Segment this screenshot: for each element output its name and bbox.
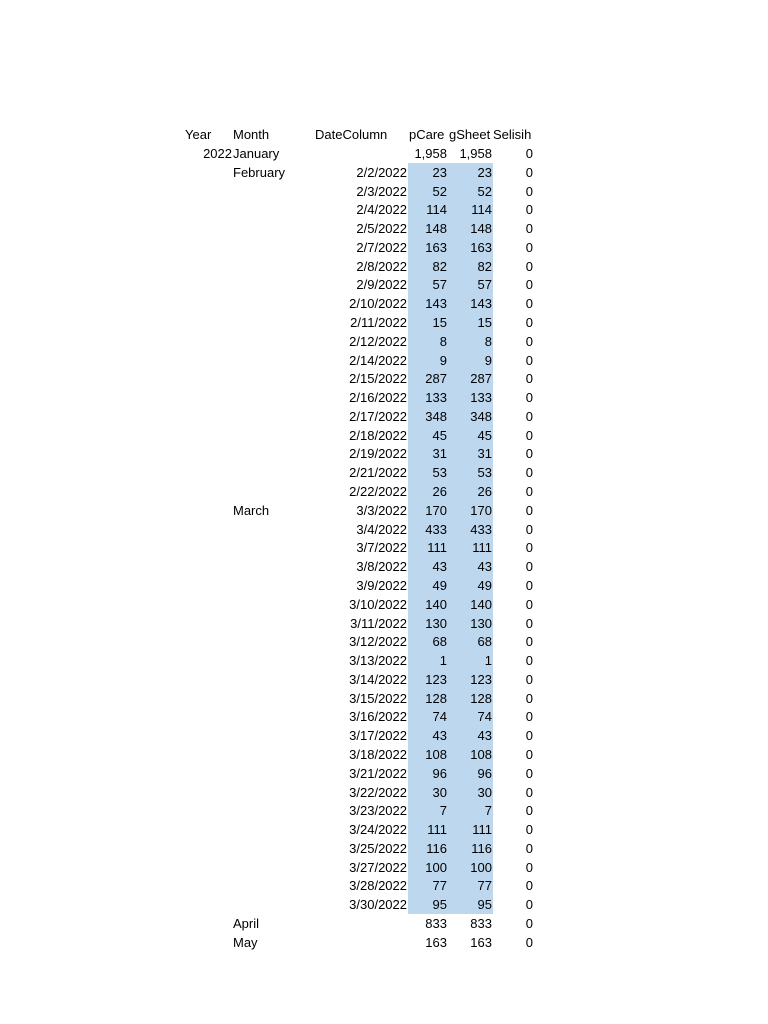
cell-month bbox=[233, 745, 313, 764]
cell-year bbox=[185, 783, 232, 802]
header-date-column: DateColumn bbox=[315, 127, 388, 142]
cell-pcare: 111 bbox=[427, 822, 447, 838]
cell-pcare: 100 bbox=[425, 859, 447, 875]
cell-date: 3/30/2022 bbox=[349, 897, 407, 913]
cell-pcare: 52 bbox=[432, 183, 447, 199]
cell-selisih: 0 bbox=[525, 615, 533, 631]
cell-gsheet: 170 bbox=[470, 502, 492, 518]
header-year: Year bbox=[185, 127, 212, 142]
cell-selisih: 0 bbox=[525, 521, 533, 537]
cell-date: 3/14/2022 bbox=[349, 671, 407, 687]
cell-pcare: 108 bbox=[425, 746, 447, 762]
cell-date: 2/14/2022 bbox=[349, 352, 407, 368]
cell-pcare: 133 bbox=[425, 390, 447, 406]
cell-month bbox=[233, 182, 313, 201]
cell-date: 3/8/2022 bbox=[356, 559, 407, 575]
cell-selisih: 0 bbox=[525, 577, 533, 593]
cell-gsheet: 287 bbox=[470, 371, 492, 387]
cell-date: 2/5/2022 bbox=[356, 221, 407, 237]
cell-year bbox=[185, 182, 232, 201]
cell-month bbox=[233, 576, 313, 595]
cell-gsheet: 133 bbox=[470, 390, 492, 406]
cell-gsheet: 111 bbox=[472, 540, 492, 556]
cell-date: 2/16/2022 bbox=[349, 390, 407, 406]
cell-selisih: 0 bbox=[525, 427, 533, 443]
cell-selisih: 0 bbox=[525, 878, 533, 894]
cell-pcare: 128 bbox=[425, 690, 447, 706]
cell-month bbox=[233, 294, 313, 313]
cell-month bbox=[233, 426, 313, 445]
cell-pcare: 77 bbox=[432, 878, 447, 894]
cell-date: 3/22/2022 bbox=[349, 784, 407, 800]
cell-date: 2/9/2022 bbox=[356, 277, 407, 293]
cell-year bbox=[185, 651, 232, 670]
cell-gsheet: 30 bbox=[477, 784, 492, 800]
cell-date bbox=[313, 933, 407, 952]
cell-selisih: 0 bbox=[525, 408, 533, 424]
cell-pcare: 43 bbox=[432, 559, 447, 575]
cell-gsheet: 100 bbox=[470, 859, 492, 875]
cell-selisih: 0 bbox=[525, 803, 533, 819]
cell-selisih: 0 bbox=[525, 465, 533, 481]
cell-year bbox=[185, 614, 232, 633]
cell-month: January bbox=[233, 146, 280, 161]
cell-pcare: 43 bbox=[432, 728, 447, 744]
cell-selisih: 0 bbox=[525, 690, 533, 706]
cell-pcare: 140 bbox=[425, 596, 447, 612]
cell-year bbox=[185, 463, 232, 482]
cell-gsheet: 57 bbox=[477, 277, 492, 293]
cell-year bbox=[185, 689, 232, 708]
cell-year bbox=[185, 369, 232, 388]
cell-pcare: 53 bbox=[432, 465, 447, 481]
cell-date: 3/18/2022 bbox=[349, 746, 407, 762]
cell-pcare: 163 bbox=[425, 934, 447, 950]
cell-gsheet: 108 bbox=[470, 746, 492, 762]
cell-selisih: 0 bbox=[525, 746, 533, 762]
cell-pcare: 1,958 bbox=[414, 146, 447, 161]
cell-gsheet: 43 bbox=[477, 728, 492, 744]
header-gsheet: gSheet bbox=[449, 127, 491, 142]
cell-pcare: 123 bbox=[425, 671, 447, 687]
cell-pcare: 433 bbox=[425, 521, 447, 537]
cell-selisih: 0 bbox=[525, 709, 533, 725]
cell-selisih: 0 bbox=[525, 258, 533, 274]
cell-month bbox=[233, 538, 313, 557]
cell-year bbox=[185, 670, 232, 689]
cell-date: 2/11/2022 bbox=[350, 315, 407, 331]
cell-selisih: 0 bbox=[525, 671, 533, 687]
cell-month bbox=[233, 257, 313, 276]
cell-year bbox=[185, 238, 232, 257]
cell-selisih: 0 bbox=[525, 390, 533, 406]
cell-pcare: 30 bbox=[432, 784, 447, 800]
cell-month bbox=[233, 369, 313, 388]
cell-selisih: 0 bbox=[525, 540, 533, 556]
cell-date: 2/21/2022 bbox=[349, 465, 407, 481]
cell-year bbox=[185, 501, 232, 520]
cell-month bbox=[233, 801, 313, 820]
cell-year bbox=[185, 163, 232, 182]
cell-gsheet: 140 bbox=[470, 596, 492, 612]
cell-month bbox=[233, 670, 313, 689]
cell-gsheet: 7 bbox=[484, 803, 492, 819]
cell-month bbox=[233, 783, 313, 802]
cell-month bbox=[233, 632, 313, 651]
cell-selisih: 0 bbox=[525, 164, 533, 180]
cell-date: 2/17/2022 bbox=[349, 408, 407, 424]
header-pcare: pCare bbox=[409, 127, 445, 142]
cell-gsheet: 833 bbox=[470, 915, 492, 931]
cell-month bbox=[233, 482, 313, 501]
cell-gsheet: 163 bbox=[470, 934, 492, 950]
cell-year bbox=[185, 745, 232, 764]
cell-month: April bbox=[233, 915, 260, 931]
cell-year bbox=[185, 313, 232, 332]
cell-gsheet: 111 bbox=[472, 822, 492, 838]
cell-year bbox=[185, 388, 232, 407]
cell-date: 3/24/2022 bbox=[349, 822, 407, 838]
cell-year bbox=[185, 576, 232, 595]
cell-pcare: 170 bbox=[425, 502, 447, 518]
cell-selisih: 0 bbox=[525, 653, 533, 669]
cell-pcare: 287 bbox=[425, 371, 447, 387]
cell-gsheet: 114 bbox=[471, 202, 492, 218]
cell-date: 2/22/2022 bbox=[349, 484, 407, 500]
cell-year bbox=[185, 632, 232, 651]
cell-month bbox=[233, 407, 313, 426]
cell-gsheet: 52 bbox=[477, 183, 492, 199]
cell-gsheet: 348 bbox=[470, 408, 492, 424]
cell-gsheet: 163 bbox=[470, 239, 492, 255]
cell-gsheet: 31 bbox=[477, 446, 492, 462]
cell-gsheet: 74 bbox=[477, 709, 492, 725]
cell-month bbox=[233, 689, 313, 708]
cell-year bbox=[185, 444, 232, 463]
cell-pcare: 15 bbox=[432, 315, 447, 331]
cell-selisih: 0 bbox=[525, 822, 533, 838]
cell-pcare: 143 bbox=[425, 296, 447, 312]
cell-month: May bbox=[233, 934, 258, 950]
cell-selisih: 0 bbox=[525, 484, 533, 500]
cell-selisih: 0 bbox=[525, 840, 533, 856]
cell-pcare: 26 bbox=[432, 484, 447, 500]
cell-year bbox=[185, 351, 232, 370]
cell-month bbox=[233, 388, 313, 407]
cell-selisih: 0 bbox=[525, 765, 533, 781]
cell-year bbox=[185, 557, 232, 576]
cell-date: 3/12/2022 bbox=[349, 634, 407, 650]
header-selisih: Selisih bbox=[493, 127, 532, 142]
cell-gsheet: 77 bbox=[477, 878, 492, 894]
cell-selisih: 0 bbox=[525, 202, 533, 218]
cell-gsheet: 49 bbox=[477, 577, 492, 593]
cell-year bbox=[185, 520, 232, 539]
cell-year: 2022 bbox=[203, 146, 232, 161]
cell-selisih: 0 bbox=[525, 221, 533, 237]
cell-selisih: 0 bbox=[525, 446, 533, 462]
cell-pcare: 163 bbox=[425, 239, 447, 255]
cell-pcare: 9 bbox=[439, 352, 447, 368]
cell-pcare: 82 bbox=[432, 258, 447, 274]
cell-month bbox=[233, 351, 313, 370]
cell-year bbox=[185, 294, 232, 313]
cell-pcare: 96 bbox=[432, 765, 447, 781]
cell-gsheet: 123 bbox=[470, 671, 492, 687]
cell-year bbox=[185, 200, 232, 219]
cell-month bbox=[233, 726, 313, 745]
cell-date: 2/18/2022 bbox=[349, 427, 407, 443]
cell-gsheet: 130 bbox=[470, 615, 492, 631]
cell-pcare: 111 bbox=[427, 540, 447, 556]
cell-date: 3/23/2022 bbox=[349, 803, 407, 819]
cell-gsheet: 96 bbox=[477, 765, 492, 781]
cell-selisih: 0 bbox=[525, 277, 533, 293]
cell-pcare: 68 bbox=[432, 634, 447, 650]
cell-date: 3/13/2022 bbox=[349, 653, 407, 669]
cell-date: 3/3/2022 bbox=[356, 502, 407, 518]
cell-month bbox=[233, 820, 313, 839]
cell-month bbox=[233, 895, 313, 914]
cell-pcare: 74 bbox=[432, 709, 447, 725]
cell-gsheet: 8 bbox=[484, 333, 492, 349]
cell-date: 2/12/2022 bbox=[349, 333, 407, 349]
cell-month bbox=[233, 595, 313, 614]
cell-year bbox=[185, 764, 232, 783]
cell-gsheet: 143 bbox=[470, 296, 492, 312]
cell-date: 3/17/2022 bbox=[349, 728, 407, 744]
cell-month bbox=[233, 200, 313, 219]
cell-date: 2/19/2022 bbox=[349, 446, 407, 462]
cell-pcare: 148 bbox=[425, 221, 447, 237]
cell-date: 2/8/2022 bbox=[356, 258, 407, 274]
cell-selisih: 0 bbox=[525, 859, 533, 875]
cell-selisih: 0 bbox=[525, 333, 533, 349]
cell-selisih: 0 bbox=[525, 315, 533, 331]
cell-month bbox=[233, 858, 313, 877]
cell-month bbox=[233, 651, 313, 670]
cell-year bbox=[185, 933, 232, 952]
cell-year bbox=[185, 801, 232, 820]
cell-date bbox=[313, 144, 407, 163]
cell-month bbox=[233, 463, 313, 482]
cell-date: 3/9/2022 bbox=[356, 577, 407, 593]
cell-selisih: 0 bbox=[525, 897, 533, 913]
cell-date: 3/28/2022 bbox=[349, 878, 407, 894]
cell-pcare: 833 bbox=[425, 915, 447, 931]
cell-pcare: 116 bbox=[426, 840, 447, 856]
cell-gsheet: 82 bbox=[477, 258, 492, 274]
cell-date: 3/25/2022 bbox=[349, 840, 407, 856]
cell-month: February bbox=[233, 164, 286, 180]
cell-gsheet: 1,958 bbox=[459, 146, 492, 161]
cell-pcare: 348 bbox=[425, 408, 447, 424]
cell-pcare: 8 bbox=[439, 333, 447, 349]
cell-date: 2/3/2022 bbox=[356, 183, 407, 199]
cell-date: 3/16/2022 bbox=[349, 709, 407, 725]
cell-month bbox=[233, 313, 313, 332]
cell-year bbox=[185, 914, 232, 933]
cell-year bbox=[185, 839, 232, 858]
cell-pcare: 45 bbox=[432, 427, 447, 443]
cell-gsheet: 148 bbox=[470, 221, 492, 237]
cell-date: 2/15/2022 bbox=[349, 371, 407, 387]
cell-gsheet: 95 bbox=[477, 897, 492, 913]
cell-selisih: 0 bbox=[525, 502, 533, 518]
cell-selisih: 0 bbox=[525, 296, 533, 312]
cell-pcare: 130 bbox=[425, 615, 447, 631]
cell-date: 2/2/2022 bbox=[356, 164, 407, 180]
cell-gsheet: 116 bbox=[471, 840, 492, 856]
cell-month bbox=[233, 332, 313, 351]
cell-date: 3/11/2022 bbox=[350, 615, 407, 631]
cell-gsheet: 68 bbox=[477, 634, 492, 650]
cell-year bbox=[185, 538, 232, 557]
cell-month bbox=[233, 238, 313, 257]
cell-selisih: 0 bbox=[525, 784, 533, 800]
cell-date: 3/21/2022 bbox=[349, 765, 407, 781]
header-month: Month bbox=[233, 127, 270, 142]
cell-month bbox=[233, 444, 313, 463]
cell-gsheet: 15 bbox=[477, 315, 492, 331]
cell-selisih: 0 bbox=[525, 239, 533, 255]
cell-selisih: 0 bbox=[525, 559, 533, 575]
cell-year bbox=[185, 820, 232, 839]
cell-pcare: 1 bbox=[439, 653, 447, 669]
cell-month bbox=[233, 707, 313, 726]
cell-gsheet: 1 bbox=[484, 653, 492, 669]
cell-gsheet: 128 bbox=[470, 690, 492, 706]
cell-pcare: 31 bbox=[432, 446, 447, 462]
cell-gsheet: 53 bbox=[477, 465, 492, 481]
cell-selisih: 0 bbox=[525, 371, 533, 387]
cell-month bbox=[233, 614, 313, 633]
cell-gsheet: 9 bbox=[484, 352, 492, 368]
cell-year bbox=[185, 426, 232, 445]
cell-month bbox=[233, 275, 313, 294]
cell-pcare: 49 bbox=[432, 577, 447, 593]
cell-year bbox=[185, 219, 232, 238]
cell-year bbox=[185, 858, 232, 877]
cell-gsheet: 43 bbox=[477, 559, 492, 575]
cell-date: 3/10/2022 bbox=[349, 596, 407, 612]
cell-selisih: 0 bbox=[525, 596, 533, 612]
cell-selisih: 0 bbox=[525, 352, 533, 368]
cell-month: March bbox=[233, 502, 270, 518]
cell-pcare: 23 bbox=[432, 164, 447, 180]
cell-year bbox=[185, 407, 232, 426]
cell-selisih: 0 bbox=[525, 146, 533, 161]
cell-year bbox=[185, 482, 232, 501]
cell-pcare: 95 bbox=[432, 897, 447, 913]
cell-month bbox=[233, 557, 313, 576]
cell-pcare: 7 bbox=[439, 803, 447, 819]
cell-year bbox=[185, 876, 232, 895]
cell-month bbox=[233, 839, 313, 858]
cell-gsheet: 23 bbox=[477, 164, 492, 180]
cell-date: 3/27/2022 bbox=[349, 859, 407, 875]
cell-year bbox=[185, 726, 232, 745]
cell-gsheet: 26 bbox=[477, 484, 492, 500]
cell-gsheet: 45 bbox=[477, 427, 492, 443]
cell-date bbox=[313, 914, 407, 933]
cell-year bbox=[185, 275, 232, 294]
cell-month bbox=[233, 876, 313, 895]
cell-date: 2/7/2022 bbox=[356, 239, 407, 255]
cell-date: 3/7/2022 bbox=[356, 540, 407, 556]
cell-month bbox=[233, 764, 313, 783]
cell-selisih: 0 bbox=[525, 728, 533, 744]
cell-date: 3/4/2022 bbox=[356, 521, 407, 537]
cell-year bbox=[185, 332, 232, 351]
cell-date: 2/4/2022 bbox=[356, 202, 407, 218]
cell-pcare: 114 bbox=[426, 202, 447, 218]
cell-selisih: 0 bbox=[525, 634, 533, 650]
cell-gsheet: 433 bbox=[470, 521, 492, 537]
cell-pcare: 57 bbox=[432, 277, 447, 293]
cell-year bbox=[185, 595, 232, 614]
cell-year bbox=[185, 257, 232, 276]
cell-date: 2/10/2022 bbox=[349, 296, 407, 312]
cell-year bbox=[185, 895, 232, 914]
cell-month bbox=[233, 219, 313, 238]
cell-month bbox=[233, 520, 313, 539]
cell-date: 3/15/2022 bbox=[349, 690, 407, 706]
cell-selisih: 0 bbox=[525, 934, 533, 950]
cell-selisih: 0 bbox=[525, 183, 533, 199]
cell-year bbox=[185, 707, 232, 726]
cell-selisih: 0 bbox=[525, 915, 533, 931]
